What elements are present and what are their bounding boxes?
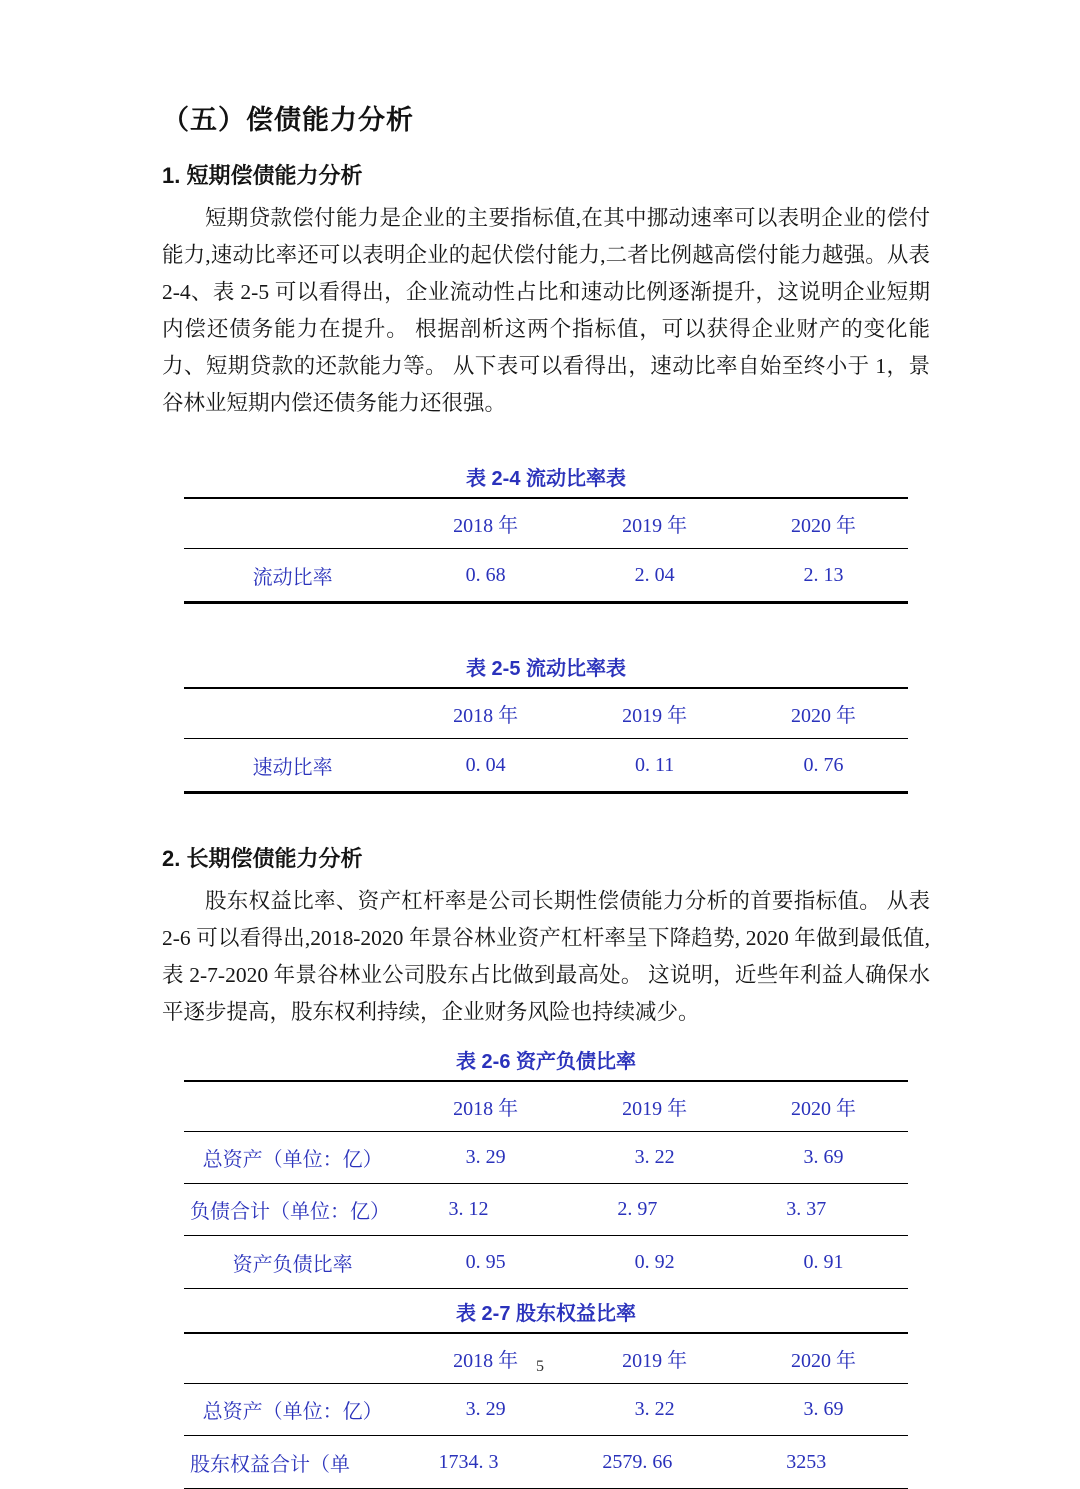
table-header-row xyxy=(184,689,908,739)
table-row-label: 总资产（单位：亿） xyxy=(202,1149,383,1171)
table-col-header: 2020 年 xyxy=(790,1098,856,1120)
table-row-label: 股东权益合计（单 xyxy=(190,1453,350,1476)
table-cell: 3. 29 xyxy=(465,1398,506,1420)
table-2-4-caption: 表 2-4 流动比率表 xyxy=(465,468,627,490)
table-cell: 3. 37 xyxy=(786,1198,827,1220)
table-cell: 3. 29 xyxy=(465,1146,506,1168)
table-row-label: 速动比率 xyxy=(252,756,333,779)
table-row xyxy=(184,1384,908,1436)
table-col-header: 2019 年 xyxy=(622,705,688,727)
table-cell: 0. 11 xyxy=(634,753,675,776)
table-cell: 3. 22 xyxy=(634,1146,675,1168)
table-cell: 0. 04 xyxy=(465,753,506,776)
table-row-label: 负债合计（单位：亿） xyxy=(190,1201,390,1223)
table-col-header: 2020 年 xyxy=(790,705,856,727)
table-row-label: 流动比率 xyxy=(252,566,333,589)
section-2-paragraph: 股东权益比率、资产杠杆率是公司长期性偿债能力分析的首要指标值。 从表 2-6 可以看得出,2018-2020 年景谷林业资产杠杆率呈下降趋势, 2020 年做到最低值,表 2-7-2020 年景谷林业公司股东占比做到最高处。 这说明，近些年利益人确保水平逐步提高，股东权利持续，企业财务风险也持续减少。 xyxy=(162,889,930,1024)
table-cell: 3. 12 xyxy=(448,1198,489,1220)
table-row xyxy=(184,1132,908,1184)
spacer xyxy=(162,794,930,842)
table-corner-cell xyxy=(184,706,401,722)
table-2-5-caption: 表 2-5 流动比率表 xyxy=(465,658,627,680)
table-2-5 xyxy=(184,687,908,794)
table-col-header: 2020 年 xyxy=(790,1350,856,1372)
table-row xyxy=(184,549,908,601)
table-corner-cell xyxy=(184,516,401,532)
table-col-header: 2018 年 xyxy=(453,515,519,537)
table-cell: 0. 95 xyxy=(465,1250,506,1273)
table-cell: 2579. 66 xyxy=(602,1450,673,1473)
table-col-header: 2018 年 xyxy=(453,1350,519,1372)
table-cell: 2. 13 xyxy=(803,563,844,586)
table-cell: 0. 76 xyxy=(803,753,844,776)
table-corner-cell xyxy=(184,1099,401,1115)
table-cell: 3253 xyxy=(786,1450,827,1473)
table-col-header: 2018 年 xyxy=(453,1098,519,1120)
table-header-row xyxy=(184,1082,908,1132)
table-row xyxy=(184,1236,908,1288)
table-2-7 xyxy=(184,1332,908,1489)
table-col-header: 2018 年 xyxy=(453,705,519,727)
table-cell: 0. 91 xyxy=(803,1250,844,1273)
table-cell: 3. 69 xyxy=(803,1146,844,1168)
table-cell: 0. 92 xyxy=(634,1250,675,1273)
table-cell: 3. 22 xyxy=(634,1398,675,1420)
table-row xyxy=(184,1436,908,1488)
table-row xyxy=(184,1184,908,1236)
table-2-6-caption: 表 2-6 资产负债比率 xyxy=(455,1051,637,1073)
spacer xyxy=(162,422,930,462)
table-cell: 0. 68 xyxy=(465,563,506,586)
table-row xyxy=(184,739,908,791)
page-title: （五）偿债能力分析 xyxy=(162,105,414,135)
table-row-label: 总资产（单位：亿） xyxy=(202,1401,383,1423)
table-2-4 xyxy=(184,497,908,604)
table-col-header: 2020 年 xyxy=(790,515,856,537)
table-2-7-caption: 表 2-7 股东权益比率 xyxy=(455,1303,637,1325)
spacer xyxy=(162,1031,930,1045)
section-1-heading: 1. 短期偿债能力分析 xyxy=(162,163,363,188)
table-row-label: 资产负债比率 xyxy=(232,1253,353,1276)
section-2-heading: 2. 长期偿债能力分析 xyxy=(162,846,363,871)
table-header-row xyxy=(184,499,908,549)
table-col-header: 2019 年 xyxy=(622,515,688,537)
table-2-6 xyxy=(184,1080,908,1289)
page-number: 5 xyxy=(536,1358,544,1375)
table-cell: 2. 04 xyxy=(634,563,675,586)
section-1-paragraph: 短期贷款偿付能力是企业的主要指标值,在其中挪动速率可以表明企业的偿付能力,速动比率还可以表明企业的起伏偿付能力,二者比例越高偿付能力越强。从表 2-4、表 2-5 可以看得出，企业流动性占比和速动比例逐渐提升，这说明企业短期内偿还债务能力在提升。 根据剖析这两个指标值，可以获得企业财产的变化能力、短期贷款的还款能力等。 从下表可以看得出，速动比率自始至终小于 1，景谷林业短期内偿还债务能力还很强。 xyxy=(162,206,930,415)
table-col-header: 2019 年 xyxy=(622,1350,688,1372)
spacer xyxy=(162,604,930,652)
table-cell: 2. 97 xyxy=(617,1198,658,1220)
table-cell: 3. 69 xyxy=(803,1398,844,1420)
table-cell: 1734. 3 xyxy=(438,1450,499,1473)
table-col-header: 2019 年 xyxy=(622,1098,688,1120)
